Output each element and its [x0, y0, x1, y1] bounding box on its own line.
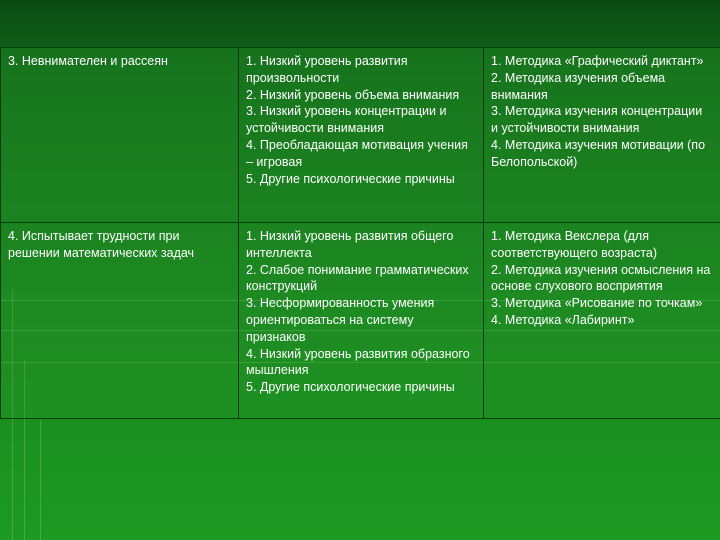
causes-cell — [239, 223, 484, 419]
cause-item: 4. Низкий уровень развития образного мышления — [246, 346, 470, 378]
table-row — [1, 223, 720, 419]
method-item: 1. Методика «Графический диктант» — [491, 54, 704, 68]
methods-cell — [484, 48, 720, 223]
method-item: 3. Методика «Рисование по точкам» — [491, 296, 703, 311]
difficulty-text: 3. Невнимателен и рассеян — [8, 54, 168, 68]
diagnostics-table — [0, 47, 720, 419]
method-item: 1. Методика Векслера (для соответствующего возраста) — [491, 229, 658, 260]
cause-item: 3. Несформированность умения ориентироваться на систему признаков — [246, 296, 435, 344]
causes-cell — [239, 48, 484, 223]
method-item: 3. Методика изучения концентрации и устойчивости внимания — [491, 104, 703, 136]
decorative-line — [40, 420, 41, 540]
cause-item: 2. Слабое понимание грамматических конструкций — [246, 262, 469, 294]
cause-item: 5. Другие психологические причины — [246, 380, 455, 395]
methods-cell — [484, 223, 720, 419]
cause-item: 5. Другие психологические причины — [246, 171, 455, 186]
method-item: 4. Методика изучения мотивации (по Белопольской) — [491, 137, 706, 169]
difficulty-cell — [1, 48, 239, 223]
method-item: 2. Методика изучения объема внимания — [491, 70, 666, 102]
cause-item: 3. Низкий уровень концентрации и устойчивости внимания — [246, 104, 447, 136]
cause-item: 1. Низкий уровень развития общего интеллекта — [246, 229, 454, 260]
difficulty-cell — [1, 223, 239, 419]
table-row — [1, 48, 720, 223]
cause-item: 1. Низкий уровень развития произвольности — [246, 54, 408, 85]
method-item: 4. Методика «Лабиринт» — [491, 312, 635, 327]
cause-item: 4. Преобладающая мотивация учения – игровая — [246, 137, 468, 169]
method-item: 2. Методика изучения осмысления на основе слухового восприятия — [491, 262, 711, 294]
difficulty-text: 4. Испытывает трудности при решении математических задач — [8, 229, 195, 260]
cause-item: 2. Низкий уровень объема внимания — [246, 87, 460, 102]
